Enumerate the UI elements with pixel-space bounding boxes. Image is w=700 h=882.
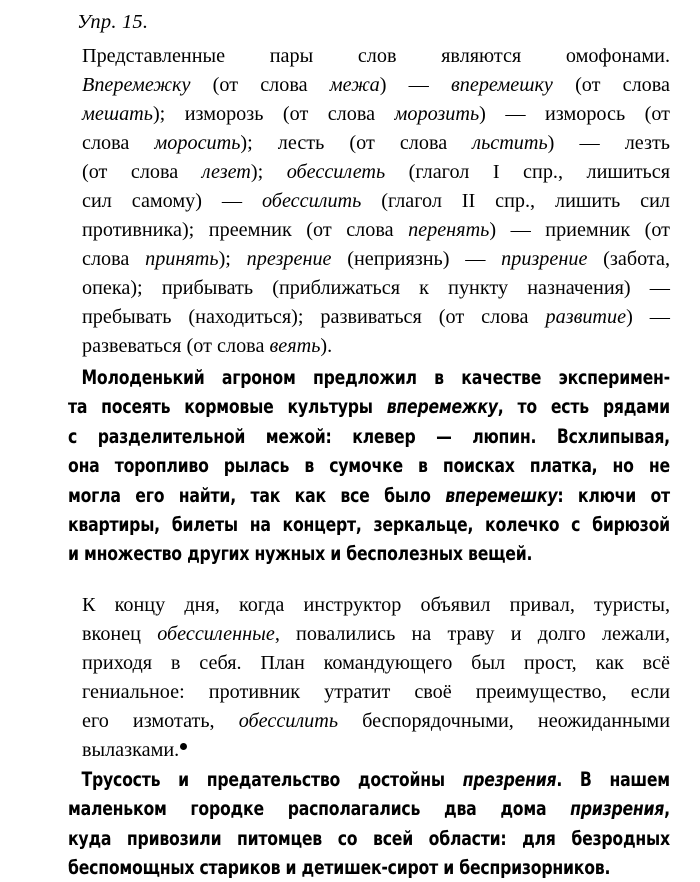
emphasized-word: обессилеть	[286, 161, 386, 183]
text-run: маленьком городке располагались два дома	[68, 797, 571, 821]
text-line	[68, 303, 670, 332]
text-line	[68, 187, 670, 216]
text-line	[68, 649, 670, 678]
text-line	[68, 392, 670, 421]
emphasized-word: развитие	[545, 306, 627, 328]
text-line	[68, 591, 670, 620]
emphasized-word: принять	[145, 248, 219, 270]
text-run: , то есть рядами	[497, 395, 670, 419]
text-line	[68, 71, 670, 100]
text-line	[68, 451, 670, 480]
text-line	[68, 216, 670, 245]
text-run: ).	[320, 335, 333, 357]
emphasized-word: морозить	[394, 103, 480, 125]
emphasized-word: обессилить	[238, 709, 339, 732]
exercise-heading: Упр. 15.	[77, 11, 149, 33]
emphasized-word: призрение	[501, 248, 588, 270]
text-run: Представленные пары слов являются омофонами.	[82, 45, 670, 67]
text-run: и множество других нужных и бесполезных вещей.	[68, 542, 533, 566]
text-run: противника); преемник (от слова	[82, 219, 409, 241]
text-line	[68, 765, 670, 794]
text-run: с разделительной межой: клевер — люпин. Всхлипывая,	[68, 424, 670, 448]
text-run: развеваться (от слова	[82, 335, 270, 357]
text-run: (глагол I спр., лишиться	[385, 161, 670, 183]
text-run: (от слова	[190, 74, 330, 96]
text-run: его измотать,	[82, 709, 239, 732]
text-line	[68, 481, 670, 510]
text-run: Трусость и предательство достойны	[81, 767, 463, 791]
text-run: (забота,	[587, 248, 670, 270]
emphasized-word: обессиленные	[157, 622, 275, 645]
ink-blot-artifact	[180, 743, 187, 750]
emphasized-word: моросить	[154, 132, 241, 154]
text-run: ) — лезть	[547, 132, 670, 154]
text-line	[68, 853, 670, 882]
text-run: . В нашем	[556, 767, 670, 791]
text-run: сил самому) —	[82, 190, 262, 212]
text-line	[68, 794, 670, 823]
emphasized-word: Вперемежку	[82, 74, 191, 96]
text-line	[68, 824, 670, 853]
text-run: (глагол II спр., лишить сил	[361, 190, 670, 212]
text-run: ); изморозь (от слова	[152, 103, 395, 125]
paragraph-tourists-example	[68, 591, 670, 765]
emphasized-word: вперемешку	[451, 74, 553, 96]
paragraph-agronom-example	[68, 363, 670, 569]
text-run: пребывать (находиться); развиваться (от слова	[82, 306, 546, 328]
text-run: (от слова	[82, 161, 202, 183]
text-run: ) —	[379, 74, 452, 96]
emphasized-word: перенять	[408, 219, 490, 241]
emphasized-word: призрения	[570, 797, 665, 821]
text-run: та посеять кормовые культуры	[68, 395, 387, 419]
text-line	[68, 539, 670, 568]
paragraph-cowardice-example	[68, 765, 670, 882]
text-run: ,	[664, 797, 670, 821]
text-line	[68, 736, 670, 765]
text-run: );	[218, 248, 247, 270]
text-line	[68, 42, 670, 71]
text-run: слова	[82, 132, 155, 154]
text-line	[68, 363, 670, 392]
spacer	[68, 569, 670, 591]
text-run: Молоденький агроном предложил в качестве эксперимен-	[81, 366, 670, 389]
text-column	[68, 0, 670, 882]
text-line	[68, 158, 670, 187]
emphasized-word: межа	[329, 74, 380, 96]
text-run: опека); прибывать (приближаться к пункту назначения) —	[82, 277, 670, 299]
text-line	[68, 100, 670, 129]
text-run: ) — изморось (от	[479, 103, 670, 125]
text-run: могла его найти, так как все было	[68, 483, 446, 507]
text-run: приходя в себя. План командующего был прост, как всё	[82, 651, 670, 674]
text-run: куда привозили питомцев со всей области: для безродных	[68, 826, 670, 850]
text-run: она торопливо рылась в сумочке в поисках платка, но не	[68, 454, 670, 478]
text-line	[68, 332, 670, 361]
text-run: (неприязнь) —	[331, 248, 502, 270]
text-run: вконец	[82, 622, 158, 645]
text-run: вылазками.	[82, 738, 180, 761]
text-line	[68, 245, 670, 274]
emphasized-word: льстить	[472, 132, 548, 154]
text-run: );	[250, 161, 287, 183]
text-run: : ключи от	[557, 483, 670, 507]
paragraph-answer-statement	[68, 39, 670, 361]
text-line	[68, 422, 670, 451]
emphasized-word: мешать	[82, 103, 153, 125]
text-run: (от слова	[552, 74, 670, 96]
text-run: беспомощных стариков и детишек-сирот и беспризорников.	[68, 856, 611, 880]
emphasized-word: презрение	[246, 248, 332, 270]
text-line	[68, 707, 670, 736]
text-run: ); лесть (от слова	[240, 132, 473, 154]
text-run: , повалились на траву и долго лежали,	[274, 622, 670, 645]
emphasized-word: обессилить	[261, 190, 362, 212]
text-run: К концу дня, когда инструктор объявил привал, туристы,	[82, 593, 670, 616]
emphasized-word: презрения	[462, 767, 557, 791]
text-line	[68, 620, 670, 649]
emphasized-word: вперемешку	[445, 483, 558, 507]
text-run: ) — приемник (от	[489, 219, 671, 241]
text-line	[68, 129, 670, 158]
text-run: беспорядочными, неожиданными	[338, 709, 670, 732]
text-run: ) —	[626, 306, 670, 328]
text-run: слова	[82, 248, 146, 270]
emphasized-word: лезет	[201, 161, 251, 183]
emphasized-word: веять	[269, 335, 321, 357]
text-run: гениальное: противник утратит своё преимущество, если	[82, 680, 670, 703]
text-line	[68, 274, 670, 303]
text-run: квартиры, билеты на концерт, зеркальце, колечко с бирюзой	[68, 513, 670, 537]
emphasized-word: вперемежку	[386, 395, 498, 419]
text-line	[68, 678, 670, 707]
text-line	[68, 510, 670, 539]
